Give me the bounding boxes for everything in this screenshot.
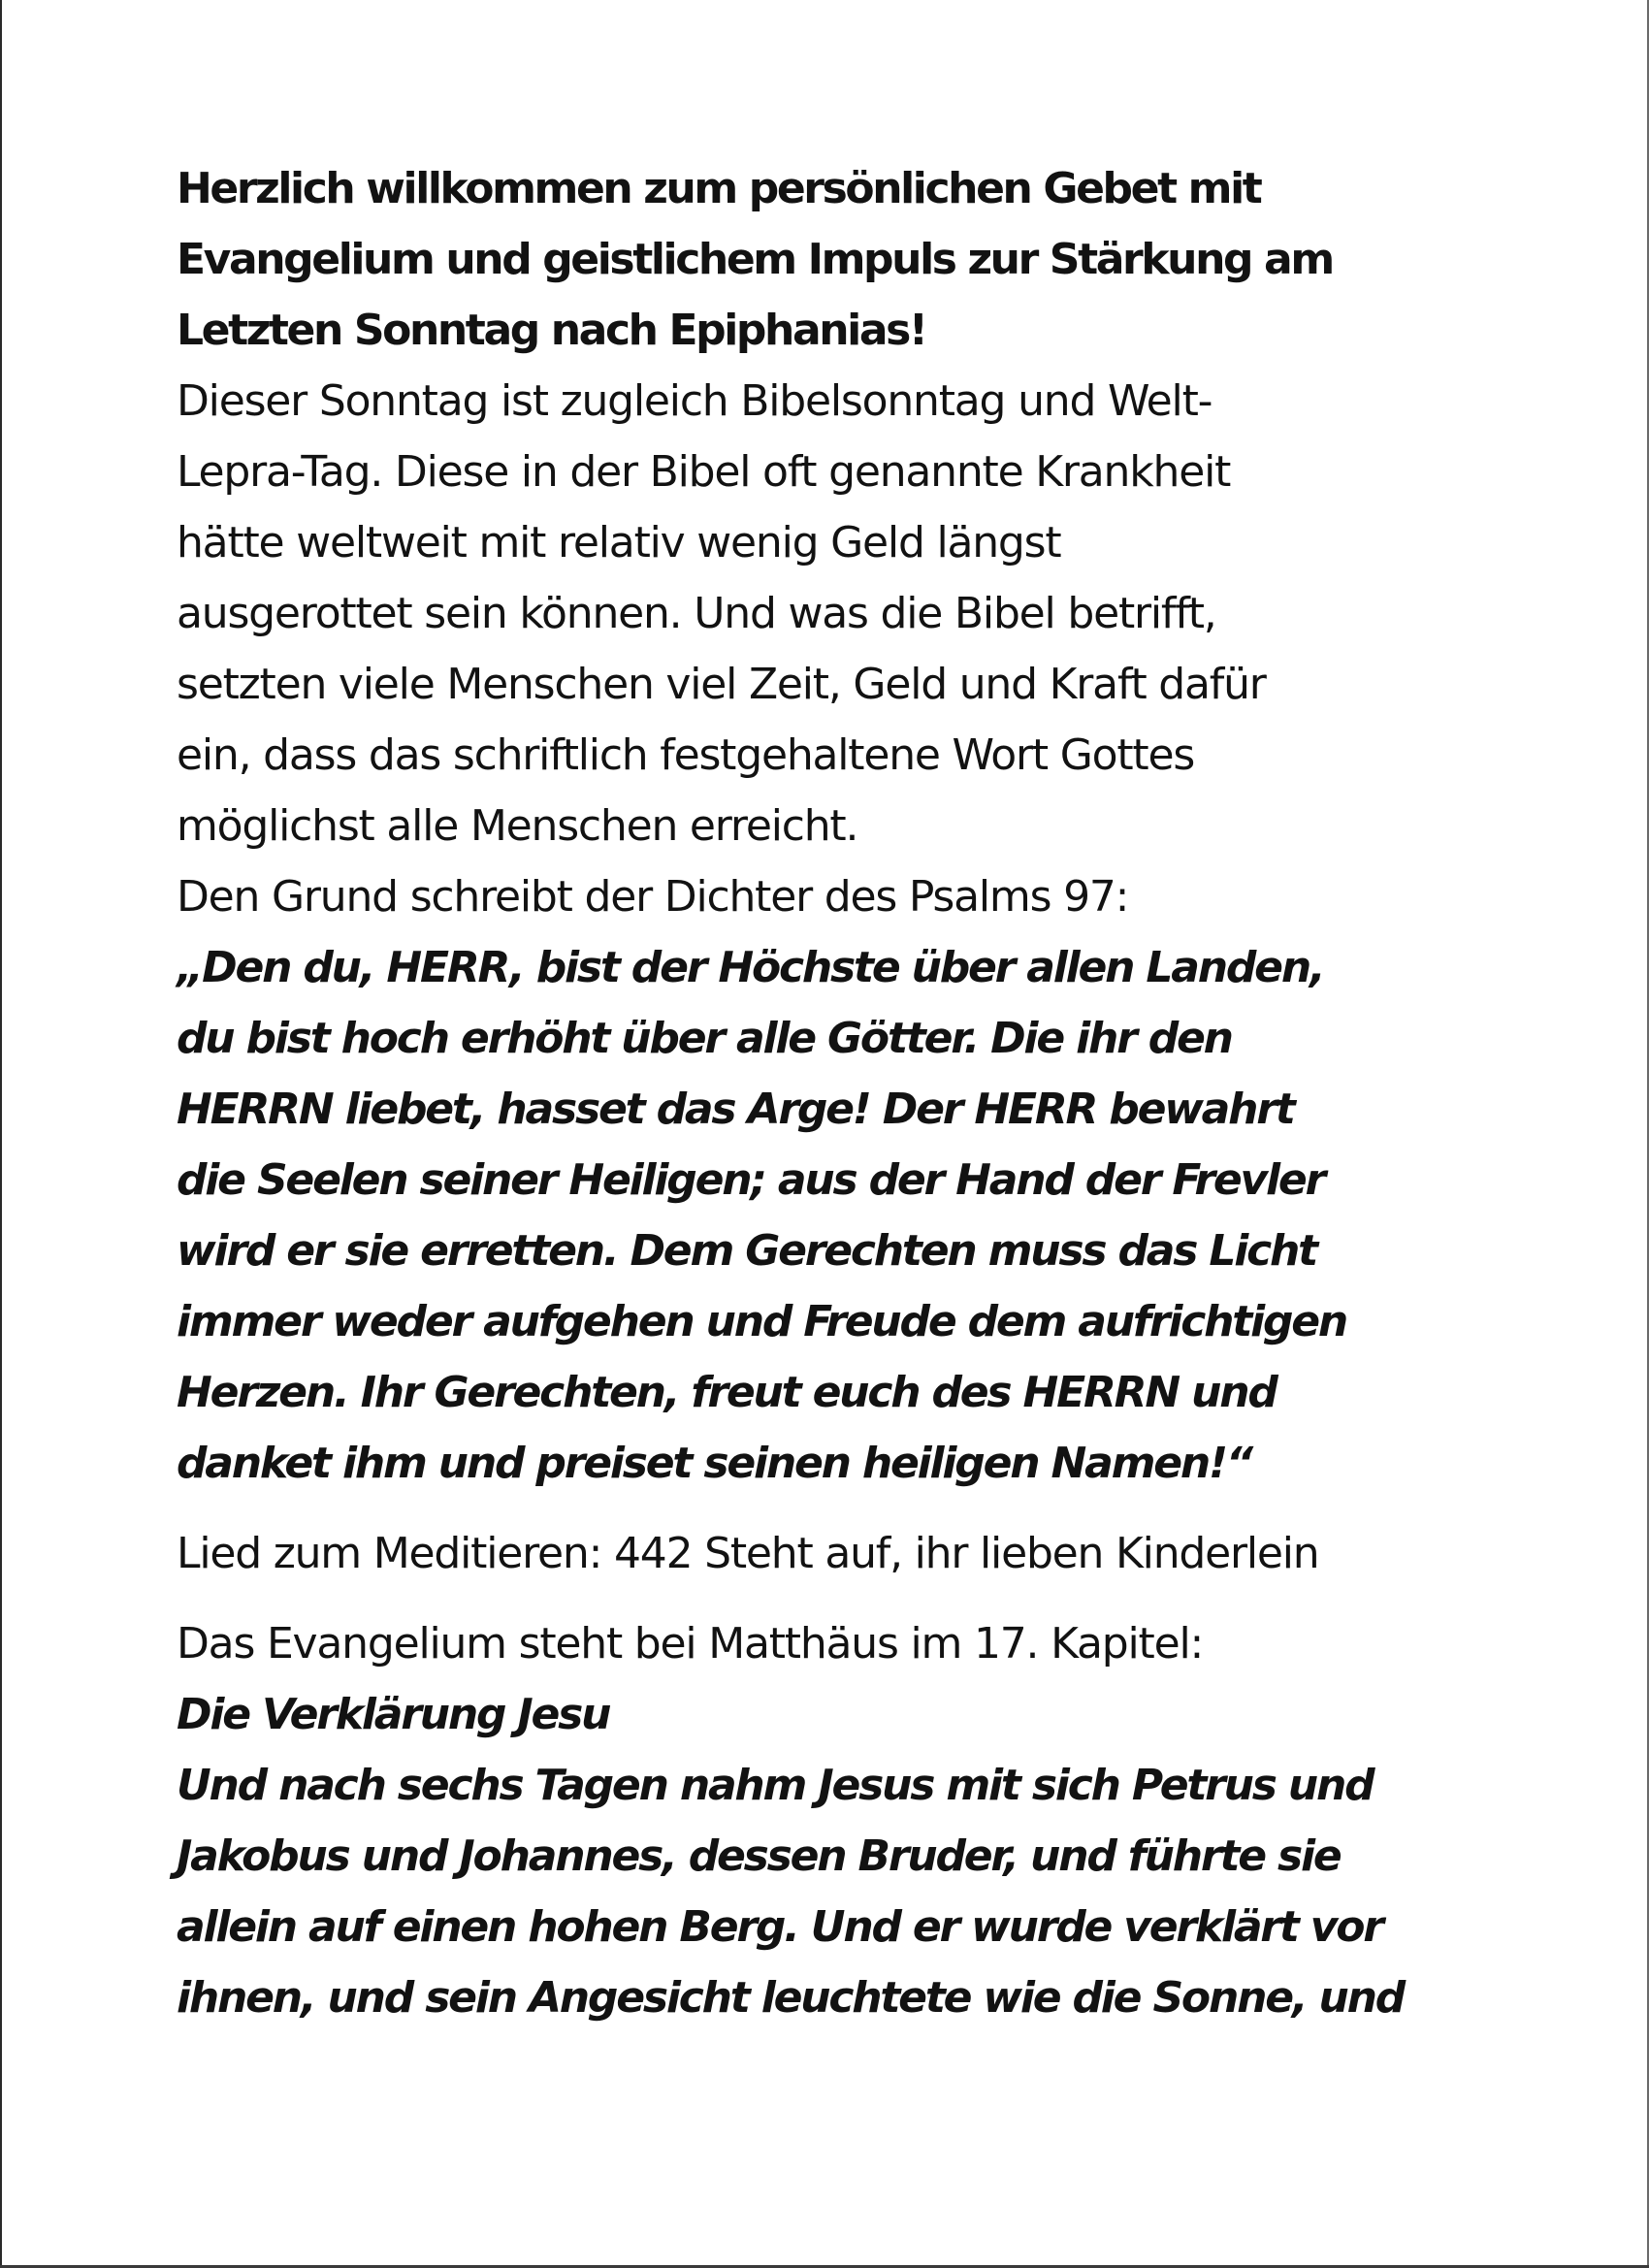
gospel-intro: Das Evangelium steht bei Matthäus im 17. Kapitel: [177, 1619, 1204, 1669]
document-body [177, 153, 1476, 2033]
psalm-quote [177, 932, 1476, 1499]
quote-line: Herzen. Ihr Gerechten, freut euch des HERRN und [177, 1368, 1277, 1417]
heading-line: Letzten Sonntag nach Epiphanias! [177, 306, 926, 355]
quote-line: die Seelen seiner Heiligen; aus der Hand der Frevler [177, 1155, 1325, 1205]
intro-paragraph [177, 366, 1476, 932]
gospel-line: Jakobus und Johannes, dessen Bruder, und führte sie [177, 1831, 1341, 1881]
text-line: ausgerottet sein können. Und was die Bibel betrifft, [177, 589, 1216, 638]
text-line: Den Grund schreibt der Dichter des Psalms 97: [177, 872, 1129, 922]
intro-heading [177, 153, 1476, 366]
gospel-line: ihnen, und sein Angesicht leuchtete wie die Sonne, und [177, 1973, 1405, 2023]
quote-line: „Den du, HERR, bist der Höchste über allen Landen, [177, 943, 1324, 992]
quote-line: danket ihm und preiset seinen heiligen Namen!“ [177, 1439, 1251, 1488]
quote-line: du bist hoch erhöht über alle Götter. Die ihr den [177, 1014, 1232, 1063]
heading-line: Herzlich willkommen zum persönlichen Gebet mit [177, 164, 1261, 213]
text-line: ein, dass das schriftlich festgehaltene Wort Gottes [177, 730, 1195, 780]
spacer [177, 1499, 1476, 1518]
gospel-text [177, 1750, 1476, 2033]
text-line: möglichst alle Menschen erreicht. [177, 801, 858, 851]
quote-line: wird er sie erretten. Dem Gerechten muss das Licht [177, 1226, 1316, 1276]
scan-edge-left [0, 0, 2, 2268]
gospel-line: Und nach sechs Tagen nahm Jesus mit sich Petrus und [177, 1761, 1374, 1810]
gospel-line: allein auf einen hohen Berg. Und er wurde verklärt vor [177, 1902, 1382, 1952]
text-line: Lepra-Tag. Diese in der Bibel oft genannte Krankheit [177, 447, 1231, 497]
text-line: hätte weltweit mit relativ wenig Geld längst [177, 518, 1061, 567]
text-line: setzten viele Menschen viel Zeit, Geld und Kraft dafür [177, 660, 1266, 709]
heading-line: Evangelium und geistlichem Impuls zur Stärkung am [177, 235, 1333, 284]
spacer [177, 1589, 1476, 1608]
gospel-title: Die Verklärung Jesu [177, 1690, 610, 1739]
text-line: Dieser Sonntag ist zugleich Bibelsonntag und Welt- [177, 376, 1212, 426]
quote-line: immer weder aufgehen und Freude dem aufrichtigen [177, 1297, 1347, 1346]
song-line: Lied zum Meditieren: 442 Steht auf, ihr lieben Kinderlein [177, 1529, 1319, 1578]
quote-line: HERRN liebet, hasset das Arge! Der HERR bewahrt [177, 1085, 1294, 1134]
